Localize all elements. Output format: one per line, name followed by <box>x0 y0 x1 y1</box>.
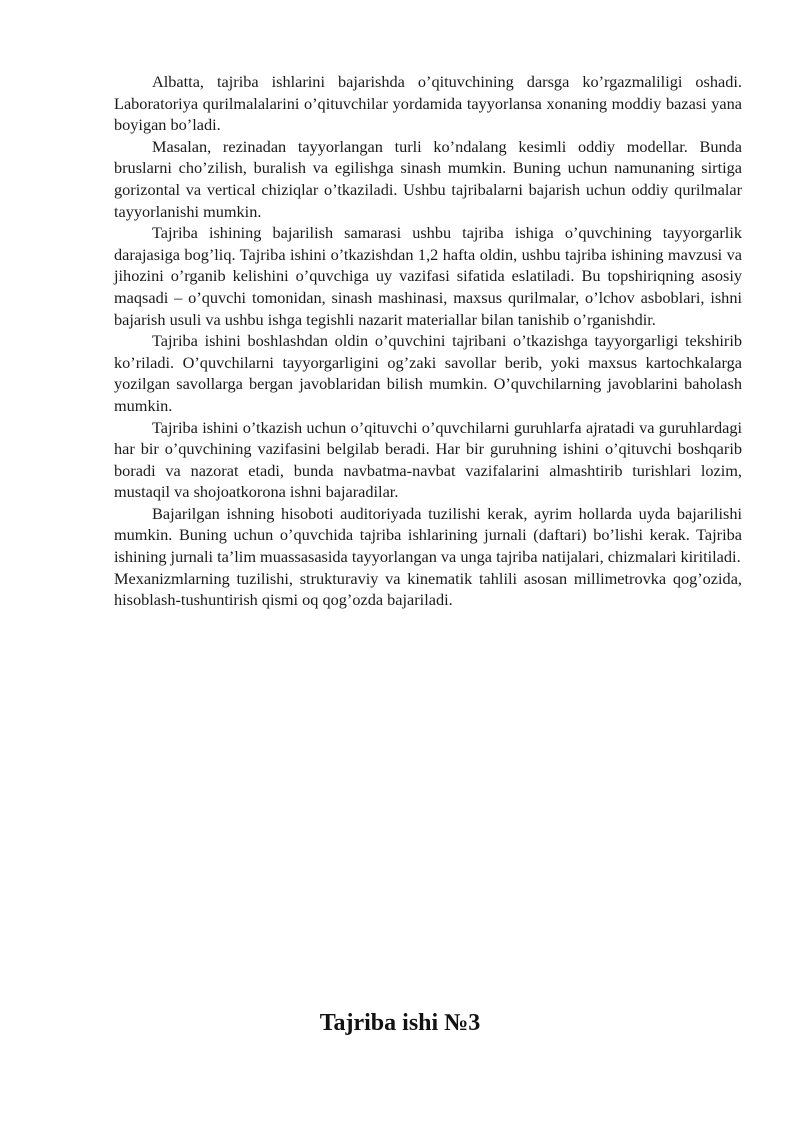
paragraph-3: Tajriba ishining bajarilish samarasi ushbu tajriba ishiga o’quvchining tayyorgarlik darajasiga bog’liq. Tajriba ishini o’tkazishdan 1,2 hafta oldin, ushbu tajriba ishining mavzusi va jihozini o’rganib kelishini o’quvchiga uy vazifasi sifatida eslatiladi. Bu topshiriqning asosiy maqsadi – o’quvchi tomonidan, sinash mashinasi, maxsus qurilmalar, o’lchov asboblari, ishni bajarish usuli va ushbu ishga tegishli nazarit materiallar bilan tanishib o’rganishdir. <box>114 223 742 329</box>
paragraph-6: Bajarilgan ishning hisoboti auditoriyada tuzilishi kerak, ayrim hollarda uyda bajarilishi mumkin. Buning uchun o’quvchida tajriba ishlarining jurnali (daftari) bo’lishi kerak. Tajriba ishining jurnali ta’lim muassasasida tayyorlangan va unga tajriba natijalari, chizmalari kiritiladi. <box>114 503 742 567</box>
paragraph-5: Tajriba ishini o’tkazish uchun o’qituvchi o’quvchilarni guruhlarfa ajratadi va guruhlardagi har bir o’quvchining vazifasini belgilab beradi. Har bir guruhning ishini o’qituvchi boshqarib boradi va nazorat etadi, bunda navbatma-navbat vazifalarini almashtirib turishlari lozim, mustaqil va shojoatkorona ishni bajaradilar. <box>114 417 742 502</box>
body-text <box>114 71 742 611</box>
paragraph-1: Albatta, tajriba ishlarini bajarishda o’qituvchining darsga ko’rgazmaliligi oshadi. Laboratoriya qurilmalalarini o’qituvchilar yordamida tayyorlansa xonaning moddiy bazasi yana boyigan bo’ladi. <box>114 72 742 135</box>
paragraph-7: Mexanizmlarning tuzilishi, strukturaviy va kinematik tahlili asosan millimetrovka qog’ozida, hisoblash-tushuntirish qismi oq qog’ozda bajariladi. <box>114 568 742 610</box>
paragraph-2: Masalan, rezinadan tayyorlangan turli ko’ndalang kesimli oddiy modellar. Bunda bruslarni cho’zilish, buralish va egilishga sinash mumkin. Buning uchun namunaning sirtiga gorizontal va vertical chiziqlar o’tkaziladi. Ushbu tajribalarni bajarish uchun oddiy qurilmalar tayyorlanishi mumkin. <box>114 136 742 221</box>
paragraph-4: Tajriba ishini boshlashdan oldin o’quvchini tajribani o’tkazishga tayyorgarligi tekshirib ko’riladi. O’quvchilarni tayyorgarligini og’zaki savollar berib, yoki maxsus kartochkalarga yozilgan savollarga bergan javoblaridan bilish mumkin. O’quvchilarning javoblarini baholash mumkin. <box>114 331 742 415</box>
section-title: Tajriba ishi №3 <box>319 1010 481 1036</box>
